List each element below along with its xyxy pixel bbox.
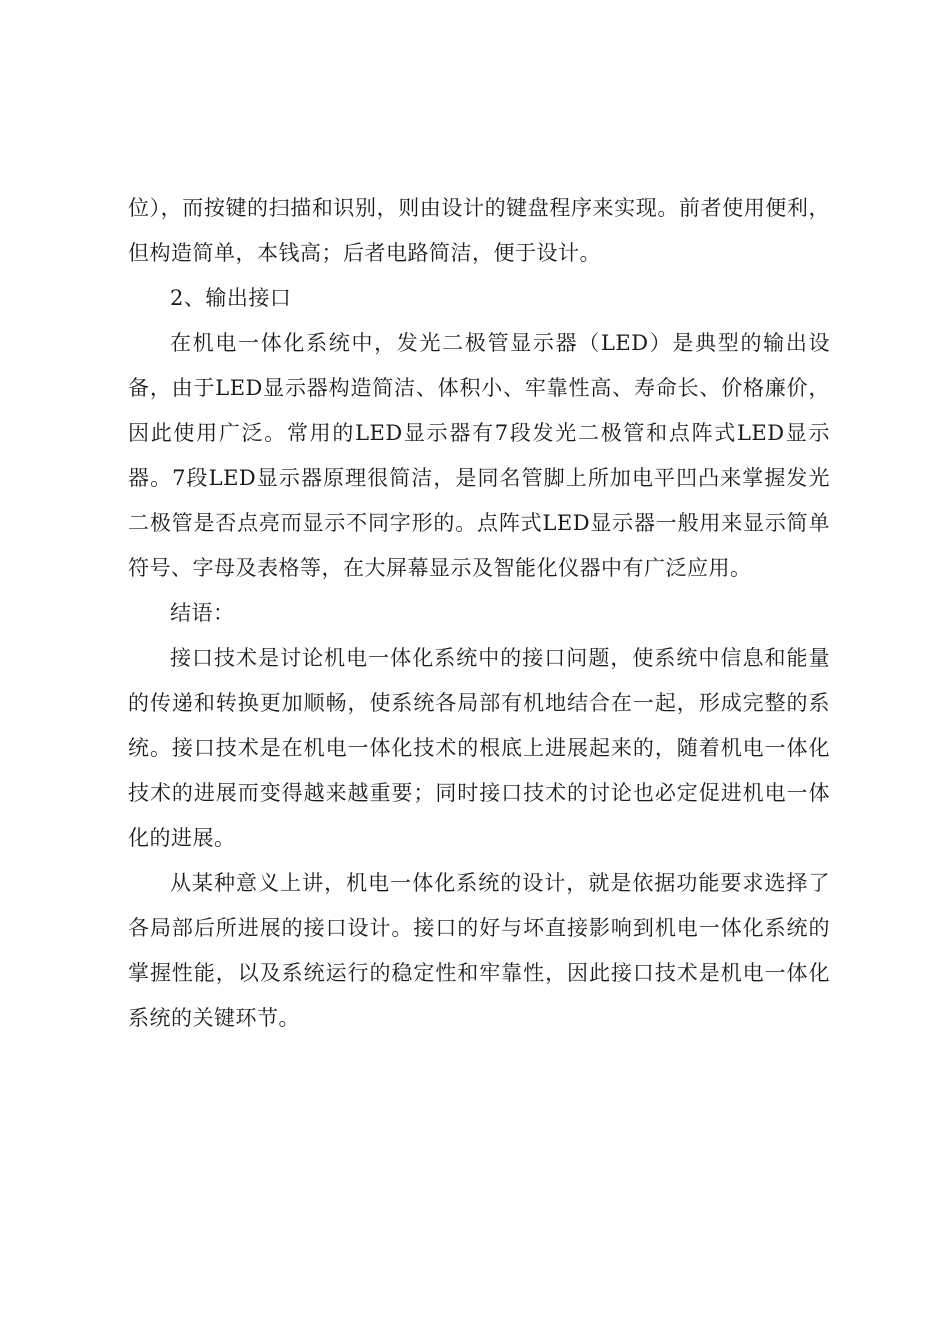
section-heading-conclusion: 结语：: [170, 601, 235, 625]
paragraph-interface-technology: 接口技术是讨论机电一体化系统中的接口问题，使系统中信息和能量的传递和转换更加顺畅，使系统各局部有机地结合在一起，形成完整的系统。接口技术是在机电一体化技术的根底上进展起来的，随着机电一体化技术的进展而变得越来越重要；同时接口技术的讨论也必定促进机电一体化的进展。: [128, 646, 830, 850]
document-body: [128, 186, 830, 1041]
paragraph-led-display: 在机电一体化系统中，发光二极管显示器（LED）是典型的输出设备，由于LED显示器构造简洁、体积小、牢靠性高、寿命长、价格廉价，因此使用广泛。常用的LED显示器有7段发光二极管和点阵式LED显示器。7段LED显示器原理很简洁，是同名管脚上所加电平凹凸来掌握发光二极管是否点亮而显示不同字形的。点阵式LED显示器一般用来显示简单符号、字母及表格等，在大屏幕显示及智能化仪器中有广泛应用。: [128, 331, 830, 580]
paragraph-system-design: 从某种意义上讲，机电一体化系统的设计，就是依据功能要求选择了各局部后所进展的接口设计。接口的好与坏直接影响到机电一体化系统的掌握性能，以及系统运行的稳定性和牢靠性，因此接口技术是机电一体化系统的关键环节。: [128, 871, 830, 1030]
paragraph-continuation: 位），而按键的扫描和识别，则由设计的键盘程序来实现。前者使用便利，但构造简单，本钱高；后者电路简洁，便于设计。: [128, 196, 830, 265]
section-heading-output-interface: 2、输出接口: [170, 286, 292, 310]
